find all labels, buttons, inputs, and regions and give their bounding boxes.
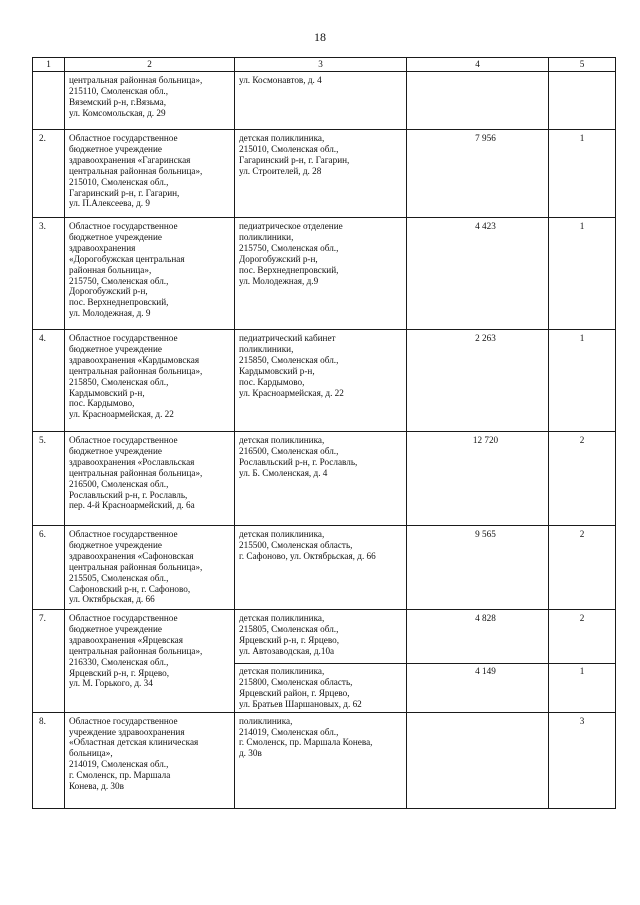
category-cell: 3 — [549, 712, 616, 808]
unit-cell — [235, 330, 407, 432]
unit-cell-line: пос. Верхнеднепровский, — [239, 264, 339, 275]
institution-cell-line: Гагаринский р-н, г. Гагарин, — [69, 187, 180, 198]
institution-cell-line: бюджетное учреждение — [69, 343, 162, 354]
institution-cell-line: бюджетное учреждение — [69, 623, 162, 634]
column-header: 5 — [549, 58, 616, 72]
institution-cell — [65, 526, 235, 610]
institution-cell-line: здравоохранения «Кардымовская — [69, 354, 200, 365]
institution-cell-line: Дорогобужский р-н, — [69, 286, 148, 297]
unit-cell — [235, 712, 407, 808]
institution-cell-line: 215110, Смоленская обл., — [69, 85, 169, 96]
institution-cell-line: здравоохранения «Ярцевская — [69, 634, 183, 645]
institution-cell-line: г. Смоленск, пр. Маршала — [69, 770, 171, 781]
institution-cell-line: здравоохранения «Рославльская — [69, 456, 195, 467]
unit-cell-line: Ярцевский р-н, г. Ярцево, — [239, 634, 340, 645]
institution-cell-line: здравоохранения — [69, 242, 136, 253]
capacity-cell: 12 720 — [407, 432, 549, 526]
unit-cell-line: 215010, Смоленская обл., — [239, 143, 339, 154]
unit-cell-line: Ярцевский район, г. Ярцево, — [239, 687, 350, 698]
institution-cell-line: 215850, Смоленская обл., — [69, 376, 169, 387]
institution-cell — [65, 712, 235, 808]
institution-cell-line: 215010, Смоленская обл., — [69, 176, 169, 187]
institution-cell-line: Областное государственное — [69, 529, 178, 539]
institution-cell-line: «Областная детская клиническая — [69, 737, 199, 748]
institution-cell-line: «Дорогобужская центральная — [69, 253, 185, 264]
unit-cell-line: 215805, Смоленская обл., — [239, 623, 339, 634]
unit-cell — [235, 130, 407, 218]
capacity-cell: 7 956 — [407, 130, 549, 218]
unit-cell — [235, 432, 407, 526]
unit-cell — [235, 664, 407, 713]
institution-cell-line: здравоохранения «Гагаринская — [69, 154, 191, 165]
category-cell: 2 — [549, 610, 616, 664]
table-row — [33, 610, 616, 664]
unit-cell-line: педиатрическое отделение — [239, 221, 343, 231]
institution-cell-line: центральная районная больница», — [69, 365, 203, 376]
unit-cell — [235, 526, 407, 610]
institution-cell-line: Ярцевский р-н, г. Ярцево, — [69, 667, 170, 678]
institution-cell-line: 214019, Смоленская обл., — [69, 759, 169, 770]
table-header-row — [33, 58, 616, 72]
unit-cell-line: ул. Б. Смоленская, д. 4 — [239, 467, 328, 478]
institution-cell-line: пос. Кардымово, — [69, 398, 135, 409]
institution-cell-line: Областное государственное — [69, 133, 178, 143]
institution-cell-line: Областное государственное — [69, 613, 178, 623]
row-number — [33, 72, 65, 130]
unit-cell-line: 215750, Смоленская обл., — [239, 242, 339, 253]
category-cell: 1 — [549, 218, 616, 330]
category-cell: 2 — [549, 432, 616, 526]
unit-cell-line: ул. Братьев Шаршановых, д. 62 — [239, 698, 362, 709]
institution-cell-line: 216500, Смоленская обл., — [69, 478, 169, 489]
institution-cell-line: Конева, д. 30в — [69, 781, 124, 792]
unit-cell — [235, 610, 407, 664]
institution-cell-line: Кардымовский р-н, — [69, 387, 145, 398]
table-row — [33, 432, 616, 526]
unit-cell-line: д. 30в — [239, 748, 262, 759]
institution-cell — [65, 432, 235, 526]
category-cell: 1 — [549, 330, 616, 432]
institution-cell-line: центральная районная больница», — [69, 75, 203, 85]
unit-cell-line: детская поликлиника, — [239, 133, 325, 143]
institution-cell-line: 216330, Смоленская обл., — [69, 656, 169, 667]
table-body — [33, 72, 616, 809]
institution-cell-line: учреждение здравоохранения — [69, 726, 185, 737]
column-header: 4 — [407, 58, 549, 72]
institution-cell-line: ул. Октябрьская, д. 66 — [69, 594, 155, 605]
capacity-cell — [407, 712, 549, 808]
capacity-cell: 4 828 — [407, 610, 549, 664]
institution-cell-line: ул. Комсомольская, д. 29 — [69, 107, 166, 118]
institution-cell-line: центральная районная больница», — [69, 645, 203, 656]
column-header: 3 — [235, 58, 407, 72]
institution-cell — [65, 610, 235, 713]
institution-cell-line: пер. 4-й Красноармейский, д. 6а — [69, 500, 195, 511]
row-number: 7. — [33, 610, 65, 713]
unit-cell-line: ул. Автозаводская, д.10а — [239, 645, 335, 656]
unit-cell-line: пос. Кардымово, — [239, 376, 305, 387]
institution-cell-line: центральная районная больница», — [69, 165, 203, 176]
unit-cell-line: поликлиники, — [239, 231, 294, 242]
institution-cell-line: бюджетное учреждение — [69, 445, 162, 456]
column-header: 2 — [65, 58, 235, 72]
category-cell — [549, 72, 616, 130]
facilities-table — [32, 57, 616, 809]
row-number: 5. — [33, 432, 65, 526]
institution-cell-line: Сафоновский р-н, г. Сафоново, — [69, 583, 191, 594]
unit-cell-line: Дорогобужский р-н, — [239, 253, 318, 264]
institution-cell-line: ул. Молодежная, д. 9 — [69, 308, 151, 319]
institution-cell-line: 215505, Смоленская обл., — [69, 572, 169, 583]
category-cell: 2 — [549, 526, 616, 610]
unit-cell-line: 215500, Смоленская область, — [239, 539, 353, 550]
table-row — [33, 330, 616, 432]
institution-cell-line: районная больница», — [69, 264, 152, 275]
unit-cell-line: ул. Строителей, д. 28 — [239, 165, 322, 176]
institution-cell-line: бюджетное учреждение — [69, 143, 162, 154]
category-cell: 1 — [549, 130, 616, 218]
institution-cell-line: центральная районная больница», — [69, 467, 203, 478]
institution-cell-line: Областное государственное — [69, 435, 178, 445]
institution-cell — [65, 72, 235, 130]
table-row — [33, 130, 616, 218]
institution-cell-line: Областное государственное — [69, 333, 178, 343]
institution-cell-line: Рославльский р-н, г. Рославль, — [69, 489, 188, 500]
institution-cell-line: 215750, Смоленская обл., — [69, 275, 169, 286]
institution-cell-line: ул. М. Горького, д. 34 — [69, 678, 153, 689]
capacity-cell: 9 565 — [407, 526, 549, 610]
unit-cell-line: Гагаринский р-н, г. Гагарин, — [239, 154, 350, 165]
unit-cell-line: ул. Молодежная, д.9 — [239, 275, 319, 286]
institution-cell-line: бюджетное учреждение — [69, 231, 162, 242]
institution-cell-line: Вяземский р-н, г.Вязьма, — [69, 96, 167, 107]
institution-cell — [65, 330, 235, 432]
unit-cell-line: Кардымовский р-н, — [239, 365, 315, 376]
capacity-cell: 4 149 — [407, 664, 549, 713]
row-number: 2. — [33, 130, 65, 218]
institution-cell-line: центральная районная больница», — [69, 561, 203, 572]
table-row — [33, 712, 616, 808]
category-cell: 1 — [549, 664, 616, 713]
unit-cell-line: поликлиника, — [239, 715, 293, 726]
unit-cell-line: педиатрический кабинет — [239, 333, 336, 343]
capacity-cell: 4 423 — [407, 218, 549, 330]
row-number: 8. — [33, 712, 65, 808]
unit-cell — [235, 72, 407, 130]
unit-cell-line: поликлиники, — [239, 343, 294, 354]
institution-cell-line: Областное государственное — [69, 715, 178, 726]
institution-cell-line: больница», — [69, 748, 113, 759]
unit-cell-line: детская поликлиника, — [239, 666, 325, 676]
institution-cell-line: здравоохранения «Сафоновская — [69, 550, 194, 561]
unit-cell-line: детская поликлиника, — [239, 435, 325, 445]
row-number: 6. — [33, 526, 65, 610]
unit-cell-line: ул. Красноармейская, д. 22 — [239, 387, 344, 398]
table-row — [33, 526, 616, 610]
unit-cell — [235, 218, 407, 330]
unit-cell-line: Рославльский р-н, г. Рославль, — [239, 456, 358, 467]
capacity-cell: 2 263 — [407, 330, 549, 432]
unit-cell-line: г. Сафоново, ул. Октябрьская, д. 66 — [239, 550, 376, 561]
capacity-cell — [407, 72, 549, 130]
institution-cell-line: Областное государственное — [69, 221, 178, 231]
table-row — [33, 218, 616, 330]
unit-cell-line: детская поликлиника, — [239, 529, 325, 539]
unit-cell-line: 214019, Смоленская обл., — [239, 726, 339, 737]
institution-cell-line: пос. Верхнеднепровский, — [69, 297, 169, 308]
institution-cell-line: ул. Красноармейская, д. 22 — [69, 409, 174, 420]
table-row — [33, 72, 616, 130]
institution-cell-line: ул. П.Алексеева, д. 9 — [69, 198, 150, 209]
column-header: 1 — [33, 58, 65, 72]
page-number: 18 — [314, 30, 326, 44]
row-number: 3. — [33, 218, 65, 330]
unit-cell-line: 215800, Смоленская область, — [239, 676, 353, 687]
unit-cell-line: 215850, Смоленская обл., — [239, 354, 339, 365]
institution-cell-line: бюджетное учреждение — [69, 539, 162, 550]
unit-cell-line: 216500, Смоленская обл., — [239, 445, 339, 456]
institution-cell — [65, 130, 235, 218]
unit-cell-line: детская поликлиника, — [239, 613, 325, 623]
row-number: 4. — [33, 330, 65, 432]
unit-cell-line: ул. Космонавтов, д. 4 — [239, 75, 322, 85]
institution-cell — [65, 218, 235, 330]
unit-cell-line: г. Смоленск, пр. Маршала Конева, — [239, 737, 373, 748]
